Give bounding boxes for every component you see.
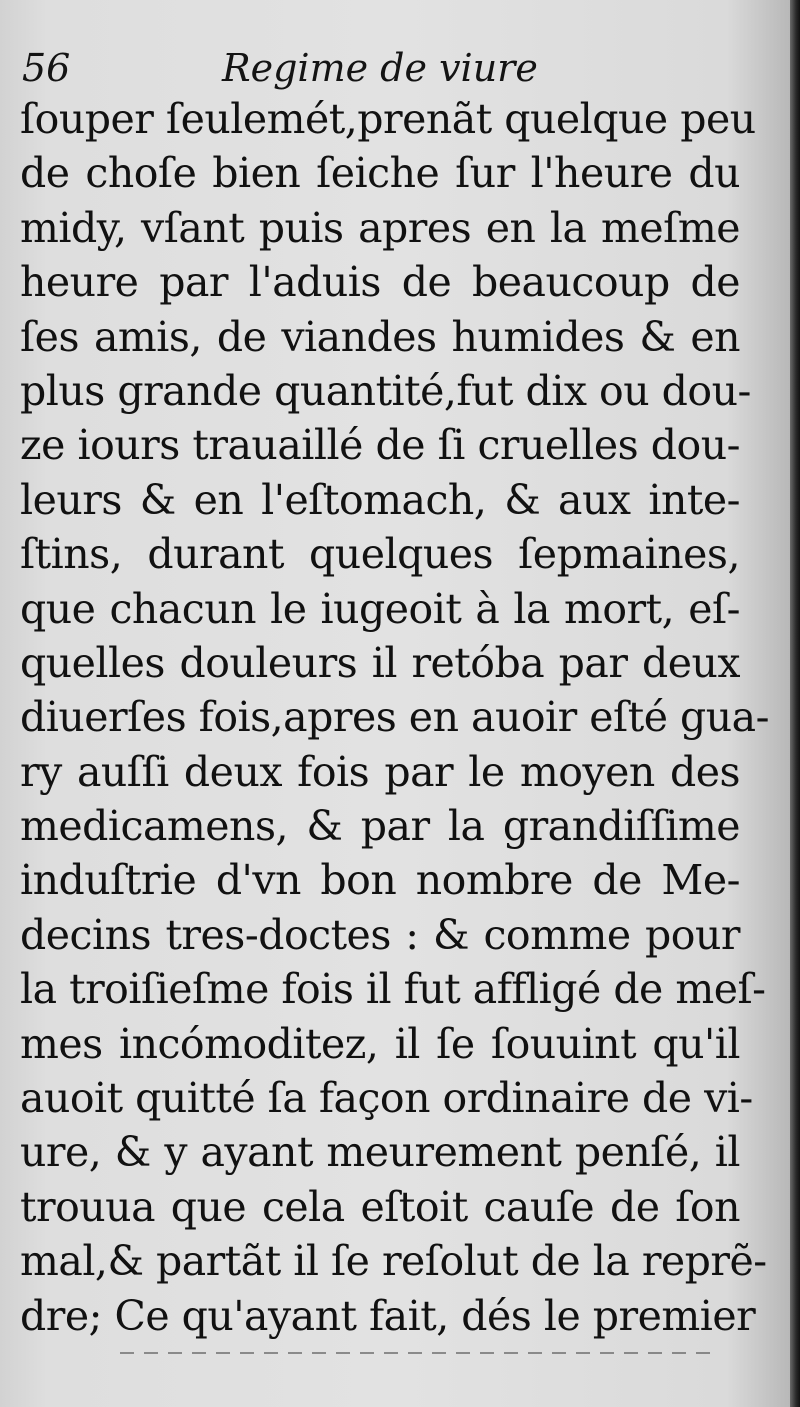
text-line: dre; Ce qu'ayant fait, dés le premier	[20, 1291, 756, 1340]
text-line: que chacun le iugeoit à la mort, eſ-	[20, 584, 740, 633]
text-line: ze iours trauaillé de ſi cruelles dou-	[20, 421, 740, 470]
page-edge-shadow	[790, 0, 800, 1407]
text-line: medicamens, & par la grandiſſime	[20, 802, 740, 851]
text-line: mes incómoditez, il ſe ſouuint qu'il	[20, 1019, 740, 1068]
page-header	[22, 40, 762, 100]
text-line: ure, & y ayant meurement penſé, il	[20, 1128, 740, 1177]
text-line: auoit quitté ſa façon ordinaire de vi-	[20, 1074, 753, 1123]
text-line: ſtins, durant quelques ſepmaines,	[20, 530, 740, 579]
text-line: mal,& partãt il ſe reſolut de la reprẽ-	[20, 1237, 767, 1286]
text-line: la troiſieſme fois il fut affligé de meſ-	[20, 965, 766, 1014]
text-line: heure par l'aduis de beaucoup de	[20, 258, 740, 307]
text-line: leurs & en l'eſtomach, & aux inte-	[20, 475, 740, 524]
text-line: plus grande quantité,fut dix ou dou-	[20, 366, 751, 415]
text-line: decins tres-doctes : & comme pour	[20, 910, 740, 959]
text-line: ry auſſi deux fois par le moyen des	[20, 747, 740, 796]
body-text	[20, 92, 769, 1343]
text-line: induſtrie d'vn bon nombre de Me-	[20, 856, 740, 905]
text-line: trouua que cela eſtoit cauſe de ſon	[20, 1182, 740, 1231]
text-line: ſes amis, de viandes humides & en	[20, 312, 740, 361]
text-line: diuerſes fois,apres en auoir eſté gua-	[20, 693, 769, 742]
running-head: Regime de viure	[222, 46, 538, 90]
text-line: ſouper ſeulemét,prenãt quelque peu	[20, 95, 756, 143]
text-line: de choſe bien ſeiche ſur l'heure du	[20, 149, 740, 198]
page-number: 56	[22, 46, 71, 90]
bottom-rule	[120, 1352, 720, 1354]
text-line: midy, vſant puis apres en la meſme	[20, 203, 740, 252]
text-line: quelles douleurs il retóba par deux	[20, 638, 740, 687]
